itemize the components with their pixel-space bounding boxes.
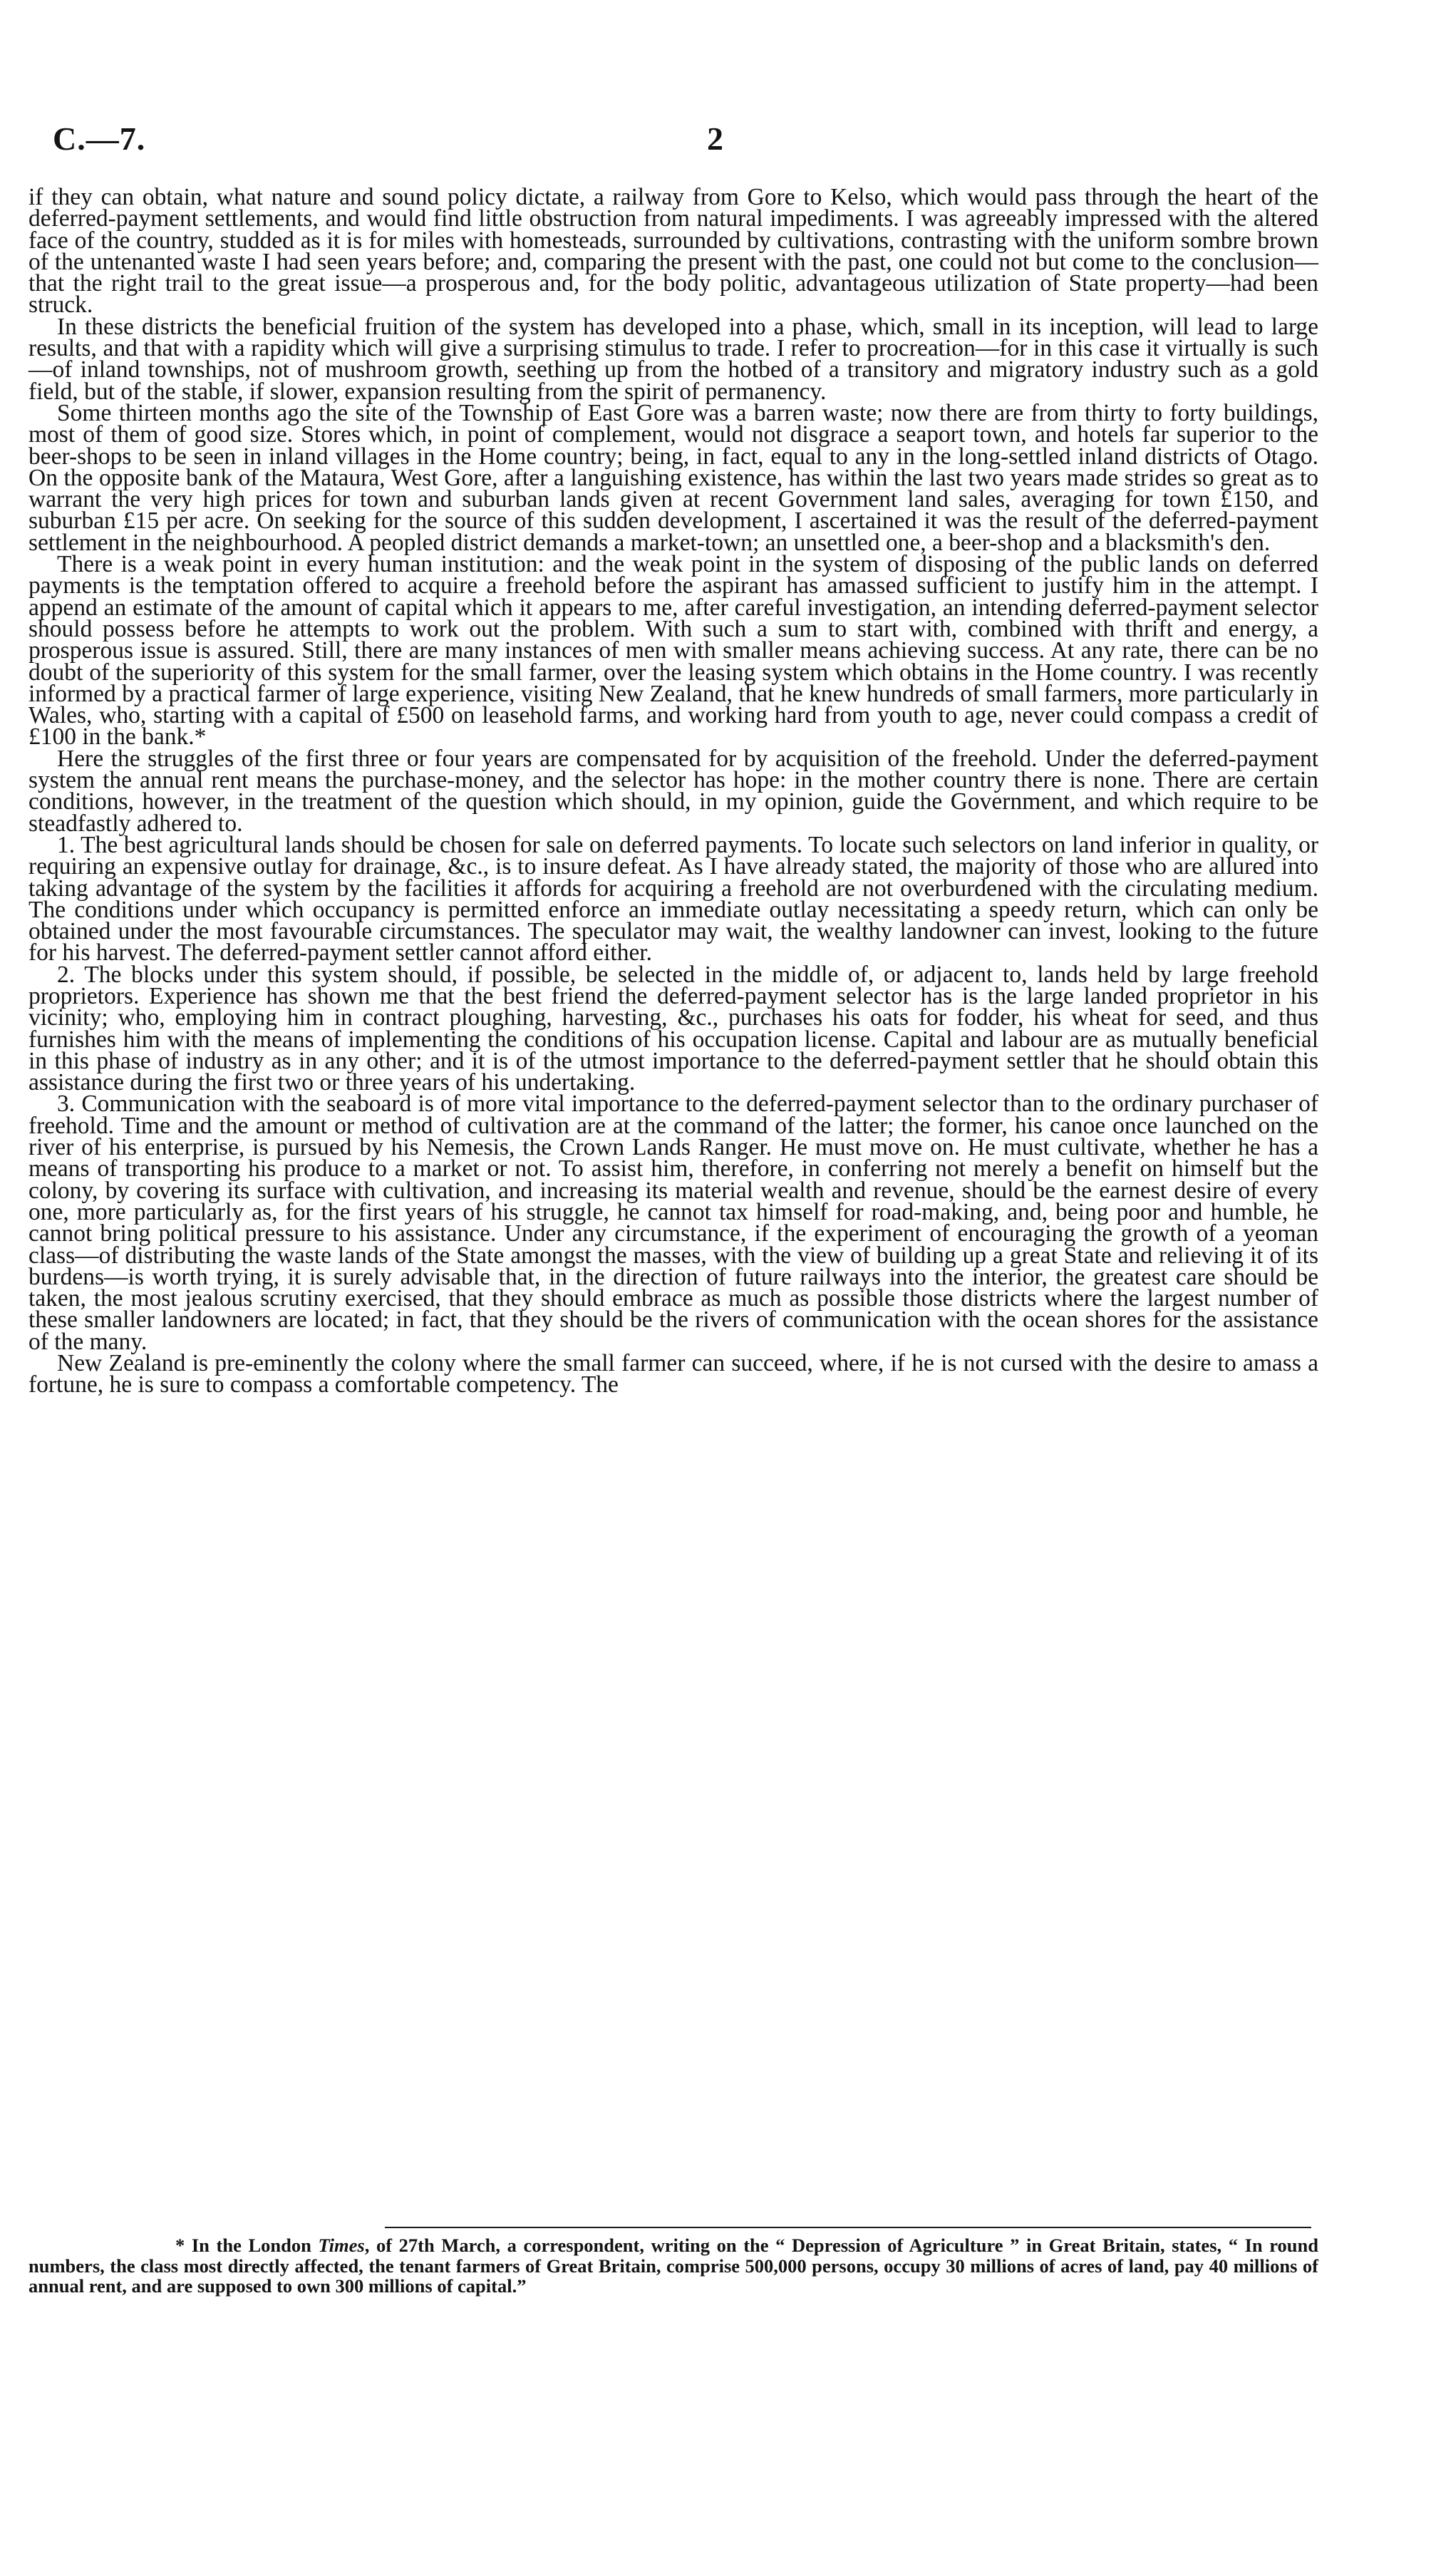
paragraph-new-zealand: New Zealand is pre-eminently the colony where the small farmer can succeed, where, if he is not cursed with the desire to amass a fortune, he is sure to compass a comfortable competency. The [29, 1350, 1318, 1398]
paragraph-east-gore: Some thirteen months ago the site of the Township of East Gore was a barren waste; now there are from thirty to forty buildings, most of them of good size. Stores which, in point of complement, would not disgrace a seaport town, and hotels far superior to the beer-shops to be seen in inland villages in the Home country; being, in fact, equal to any in the long-settled inland districts of Otago. On the opposite bank of the Mataura, West Gore, after a languishing existence, has within the last two years made strides so great as to warrant the very high prices for town and suburban lands given at recent Government land sales, averaging for town £150, and suburban £15 per acre. On seeking for the source of this sudden development, I ascertained it was the result of the deferred-payment settlement in the neighbourhood. A peopled district demands a market-town; an unsettled one, a beer-shop and a blacksmith's den. [29, 399, 1318, 556]
footnote-divider [385, 2227, 1311, 2228]
document-reference: C.—7. [53, 120, 146, 157]
paragraph-continuation: if they can obtain, what nature and sound policy dictate, a railway from Gore to Kelso, which would pass through the heart of the deferred-payment settlements, and would find little obstruction from natural impediments. I was agreeably impressed with the altered face of the country, studded as it is for miles with homesteads, surrounded by cultivations, contrasting with the uniform sombre brown of the untenanted waste I had seen years before; and, comparing the present with the past, one could not but come to the conclusion—that the right trail to the great issue—a prosperous and, for the body politic, advantageous utilization of State property—had been struck. [29, 184, 1318, 319]
body-text [29, 184, 1318, 1398]
footnote-lead: * In the London [175, 2235, 319, 2256]
page-number: 2 [707, 120, 724, 157]
footnote-newspaper: Times [318, 2235, 365, 2256]
footnote-rest: , of 27th March, a correspondent, writing on the “ Depression of Agriculture ” in Great Britain, states, “ In round numbers, the class most directly affected, the tenant farmers of Great Britain, comprise 500,000 persons, occupy 30 millions of acres of land, pay 40 millions of annual rent, and are supposed to own 300 millions of capital.” [29, 2235, 1319, 2297]
paragraph-townships: In these districts the beneficial fruition of the system has developed into a phase, which, small in its inception, will lead to large results, and that with a rapidity which will give a surprising stimulus to trade. I refer to procreation—for in this case it virtually is such—of inland townships, not of mushroom growth, seething up from the hotbed of a transitory and migratory industry such as a gold field, but of the stable, if slower, expansion resulting from the spirit of permanency. [29, 313, 1318, 405]
footnote-text [29, 2235, 1318, 2297]
paragraph-condition-1: 1. The best agricultural lands should be chosen for sale on deferred payments. To locate such selectors on land inferior in quality, or requiring an expensive outlay for drainage, &c., is to insure defeat. As I have already stated, the majority of those who are allured into taking advantage of the system by the facilities it affords for acquiring a freehold are not overburdened with the circulating medium. The conditions under which occupancy is permitted enforce an immediate outlay necessitating a speedy return, which can only be obtained under the most favourable circumstances. The speculator may wait, the wealthy landowner can invest, looking to the future for his harvest. The deferred-payment settler cannot afford either. [29, 831, 1318, 967]
paragraph-condition-3: 3. Communication with the seaboard is of more vital importance to the deferred-payment selector than to the ordinary purchaser of freehold. Time and the amount or method of cultivation are at the command of the latter; the former, his canoe once launched on the river of his enterprise, is pursued by his Nemesis, the Crown Lands Ranger. He must move on. He must cultivate, whether he has a means of transporting his produce to a market or not. To assist him, therefore, in conferring not merely a benefit on himself but the colony, by covering its surface with cultivation, and increasing its material wealth and revenue, should be the earnest desire of every one, more particularly as, for the first years of his struggle, he cannot tax himself for road-making, and, being poor and humble, he cannot bring political pressure to his assistance. Under any circumstance, if the experiment of encouraging the growth of a yeoman class—of distributing the waste lands of the State amongst the masses, with the view of building up a great State and relieving it of its burdens—is worth trying, it is surely advisable that, in the direction of future railways into the interior, the greatest care should be taken, the most jealous scrutiny exercised, that they should embrace as much as possible those districts where the largest number of these smaller landowners are located; in fact, that they should be the rivers of communication with the ocean shores for the assistance of the many. [29, 1091, 1318, 1355]
paragraph-condition-2: 2. The blocks under this system should, if possible, be selected in the middle of, or adjacent to, lands held by large freehold proprietors. Experience has shown me that the best friend the deferred-payment selector has is the large landed proprietor in his vicinity; who, employing him in contract ploughing, harvesting, &c., purchases his oats for fodder, his wheat for seed, and thus furnishes him with the means of implementing the conditions of his occupation license. Capital and labour are as mutually beneficial in this phase of industry as in any other; and it is of the utmost importance to the deferred-payment settler that he should obtain this assistance during the first two or three years of his undertaking. [29, 961, 1318, 1096]
paragraph-freehold: Here the struggles of the first three or four years are compensated for by acquisition of the freehold. Under the deferred-payment system the annual rent means the purchase-money, and the selector has hope: in the mother country there is none. There are certain conditions, however, in the treatment of the question which should, in my opinion, guide the Government, and which require to be steadfastly adhered to. [29, 745, 1318, 837]
footnote [29, 2235, 1318, 2297]
paragraph-weak-point: There is a weak point in every human institution: and the weak point in the system of disposing of the public lands on deferred payments is the temptation offered to acquire a freehold before the aspirant has amassed sufficient to justify him in the attempt. I append an estimate of the amount of capital which it appears to me, after careful investigation, an intending deferred-payment selector should possess before he attempts to work out the problem. With such a sum to start with, combined with thrift and energy, a prosperous issue is assured. Still, there are many instances of men with smaller means achieving success. At any rate, there can be no doubt of the superiority of this system for the small farmer, over the leasing system which obtains in the Home country. I was recently informed by a practical farmer of large experience, visiting New Zealand, that he knew hundreds of small farmers, more particularly in Wales, who, starting with a capital of £500 on leasehold farms, and working hard from youth to age, never could compass a credit of £100 in the bank.* [29, 551, 1318, 751]
page-header [53, 120, 1378, 163]
